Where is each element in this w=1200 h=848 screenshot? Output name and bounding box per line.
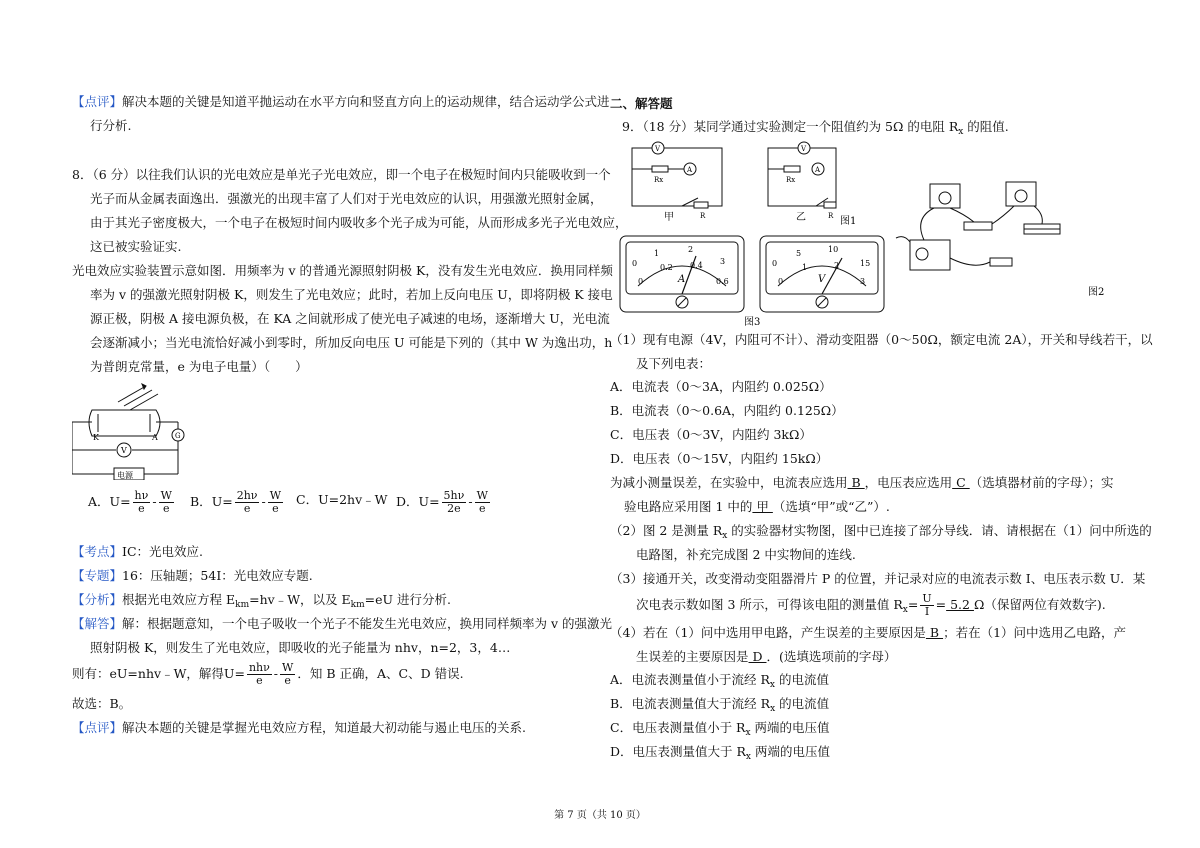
fenxi-text-c: =eU 进行分析. [364,592,452,607]
voltmeter-unit: V [818,274,826,285]
reason-b-sub: x [770,704,776,714]
ammeter-top-2: 2 [688,245,694,254]
result-text-a: 则有：eU=nhv﹣W，解得 [72,666,224,681]
kaodian-tag: 【考点】 [72,544,123,559]
p3b-blank-value: 5.2 [946,597,974,612]
p3b-text-a: 次电表示数如图 3 所示，可得该电阻的测量值 R [636,597,903,612]
q9-reason-d [610,742,830,767]
option-b-minus: - [261,494,266,509]
voltmeter-tick-3: 3 [860,277,866,286]
fig1-yi-voltmeter: V [801,145,807,153]
option-b-frac2 [268,490,283,515]
option-a-den2: e [162,502,170,515]
option-d-num2: W [476,489,488,502]
option-a-frac1 [133,490,151,515]
reason-d-tail: 两端的电压值 [751,744,830,759]
voltmeter-tick-0: 0 [778,277,784,286]
fenxi-line [72,590,451,615]
q9-p3: （3）接通开关，改变滑动变阻器滑片 P 的位置，并记录对应的电流表示数 I、电压表示数 U．某 [610,571,1146,586]
q8-option-b [190,490,285,515]
anode-label: A [152,433,158,442]
option-b-label: B． [190,494,212,509]
reason-c-sub: x [745,728,751,738]
result-prefix: U= [223,666,245,681]
option-b-den1: e [243,502,251,515]
fig1-yi-label: 乙 [796,212,806,223]
voltmeter-symbol: V [121,446,127,455]
q9-ans1b [624,497,890,517]
comment-tag: 【点评】 [72,94,123,109]
result-minus: - [273,666,279,681]
q9-p4 [610,623,1126,643]
p2-text-a: （2）图 2 是测量 R [610,523,723,538]
option-c-label: C． [296,492,319,507]
result-den1: e [256,674,263,687]
comment2-text: 解决本题的关键是掌握光电效应方程，知道最大初动能与遏止电压的关系. [122,720,526,735]
q8-stem-0: 8．（6 分）以往我们认识的光电效应是单光子光电效应，即一个电子在极短时间内只能吸收到一个 [72,167,611,182]
reason-b-tail: 的电流值 [775,696,830,711]
reason-a-tail: 的电流值 [775,672,829,687]
comment2-line [72,718,526,738]
ammeter-top-0: 0 [632,259,638,268]
voltmeter-top-2: 10 [828,245,839,254]
result-frac1 [247,662,272,687]
option-a-num1: hν [134,489,149,502]
comment2-tag: 【点评】 [72,720,123,735]
option-a-label: A． [88,494,110,509]
p4-text-b: ；若在（1）问中选用乙电路，产 [943,625,1127,640]
answer-choice: 故选：B。 [72,696,132,711]
fig1-yi-rx: Rx [786,176,796,184]
q9-choice-a: A．电流表（0～3A，内阻约 0.025Ω） [610,379,832,394]
voltmeter-tick-2: 2 [834,261,840,270]
option-c-text: U=2hv﹣W [318,492,388,507]
q9-stem-sub: x [958,127,964,137]
jieda-text1: 解：根据题意知，一个电子吸收一个光子不能发生光电效应，换用同样频率为 v 的强激光 [122,616,613,631]
q9-stem-a: 9．（18 分）某同学通过实验测定一个阻值约为 5Ω 的电阻 R [622,119,959,134]
cathode-label: K [93,433,99,442]
section-heading: 二、解答题 [610,96,673,111]
page-footer: 第 7 页（共 10 页） [554,810,646,821]
ammeter-top-3: 3 [720,257,726,266]
voltmeter-top-0: 0 [772,259,778,268]
p3b-frac [920,593,933,618]
q8-option-c [296,490,388,510]
q9-p1-0: （1）现有电源（4V，内阻可不计）、滑动变阻器（0～50Ω，额定电流 2A），开关和导线若干，以 [610,332,1153,347]
photoelectric-apparatus-figure [72,380,187,480]
comment-line [72,92,610,112]
ans1b-text-c: （选填“甲”或“乙”）. [772,499,890,514]
p4b-text-a: 生误差的主要原因是 [636,649,749,664]
result-line [72,662,464,687]
option-b-num1: 2hν [236,489,258,502]
result-num1: nhν [248,661,270,674]
fig1-jia-ammeter: A [687,166,693,174]
result-frac2 [280,662,295,687]
q8-body-4: 为普朗克常量，e 为电子电量）（ ） [90,359,308,374]
zhuanti-text: 16：压轴题；54I：光电效应专题. [122,568,313,583]
p4b-blank-2: D [748,649,767,664]
q9-reason-a [610,670,829,695]
fenxi-tag: 【分析】 [72,592,123,607]
reason-d-text: D．电压表测量值大于 R [610,744,746,759]
circuit-diagrams-figure1 [628,140,858,226]
q8-body-1: 率为 v 的强激光照射阴极 K，则发生了光电效应；此时，若加上反向电压 U，即将阴极 K 接电 [90,287,613,302]
p3b-eq: = [907,597,919,612]
comment-text-2: 行分析. [90,118,132,133]
q9-reason-c [610,718,830,743]
fenxi-sub2: km [350,600,365,610]
fig2-label: 图2 [1088,287,1105,298]
p3b-text-c: Ω（保留两位有效数字). [973,597,1106,612]
p2-text-b: 的实验器材实物图，图中已连接了部分导线．请、请根据在（1）问中所选的 [727,523,1152,538]
voltmeter-tick-1: 1 [802,263,808,272]
option-d-label: D． [396,494,419,509]
q9-p1-1: 及下列电表： [636,356,712,371]
option-a-frac2 [159,490,174,515]
p2-sub: x [722,531,728,541]
option-a-den1: e [138,502,145,515]
option-b-prefix: U= [211,494,233,509]
ammeter-unit: A [678,274,686,285]
ans1-blank-voltmeter: C [952,475,970,490]
result-text-b: ．知 B 正确，A、C、D 错误. [297,666,464,681]
option-b-num2: W [269,489,282,502]
ans1-text-b: ，电压表应选用 [864,475,953,490]
q9-p3b [636,593,1106,620]
q9-p4b [636,647,896,667]
option-b-den2: e [272,502,279,515]
result-den2: e [284,674,291,687]
reason-a-sub: x [769,680,775,690]
fig1-jia-rx: Rx [654,176,664,184]
q8-body-2: 源正极，阴极 A 接电源负极，在 KA 之间就形成了使光电子减速的电场，逐渐增大 U，光电流 [90,311,610,326]
option-b-frac1 [235,490,260,515]
fig1-yi-r: R [828,212,834,220]
option-a-prefix: U= [109,494,131,509]
fenxi-text-b: =hv﹣W，以及 E [249,592,351,607]
reason-b-text: B．电流表测量值大于流经 R [610,696,771,711]
q9-choice-b: B．电流表（0～0.6A，内阻约 0.125Ω） [610,403,844,418]
ammeter-tick-1: 0.2 [660,263,673,272]
kaodian-line [72,542,203,562]
fig3-label: 图3 [744,317,761,328]
p3b-sub: x [902,605,908,615]
voltmeter-top-3: 15 [860,259,871,268]
q9-stem-b: 的阻值. [963,119,1009,134]
jieda-tag: 【解答】 [72,616,123,631]
ammeter-tick-3: 0.6 [716,277,729,286]
option-a-num2: W [160,489,172,502]
ans1b-blank-circuit: 甲 [752,499,773,514]
meters-figure3 [616,232,888,328]
zhuanti-tag: 【专题】 [72,568,123,583]
p3b-den: I [924,605,930,618]
jieda-line [72,614,612,634]
p4b-text-c: ．(选填选项前的字母） [766,649,897,664]
q9-choice-d: D．电压表（0～15V，内阻约 15kΩ） [610,451,829,466]
q8-body-3: 会逐渐减小；当光电流恰好减小到零时，所加反向电压 U 可能是下列的（其中 W 为逸出功，h [90,335,613,350]
power-source-label: 电源 [117,471,133,480]
ammeter-tick-2: 0.4 [690,261,703,270]
q8-option-d [396,490,492,515]
reason-c-tail: 两端的电压值 [750,720,830,735]
option-d-den2: e [478,502,486,515]
option-d-den1: 2e [447,502,461,515]
q9-ans1 [610,473,1113,493]
apparatus-figure2 [894,178,1130,300]
option-d-minus: - [468,494,473,509]
q8-stem-1: 光子而从金属表面逸出．强激光的出现丰富了人们对于光电效应的认识，用强激光照射金属， [90,191,603,206]
galvanometer-symbol: G [175,432,181,440]
q9-p2 [610,521,1152,546]
p4-blank-1: B [925,625,944,640]
q9-reason-b [610,694,829,719]
option-d-prefix: U= [418,494,440,509]
comment-text: 解决本题的关键是知道平抛运动在水平方向和竖直方向上的运动规律，结合运动学公式进 [122,94,610,109]
option-d-frac1 [442,490,467,515]
fenxi-text-a: 根据光电效应方程 E [122,592,236,607]
voltmeter-top-1: 5 [796,249,802,258]
p4-text-a: （4）若在（1）问中选用甲电路，产生误差的主要原因是 [610,625,926,640]
q9-choice-c: C．电压表（0～3V，内阻约 3kΩ） [610,427,812,442]
fig1-jia-r: R [700,212,706,220]
result-num2: W [282,661,294,674]
reason-a-text: A．电流表测量值小于流经 R [610,672,770,687]
fig1-yi-ammeter: A [815,166,821,174]
fig1-label: 图1 [840,216,857,226]
q8-stem-3: 这已被实验证实. [90,239,182,254]
jieda-text2: 照射阴极 K，则发生了光电效应，即吸收的光子能量为 nhv，n=2，3，4… [90,640,511,655]
option-d-num1: 5hν [443,489,465,502]
ammeter-tick-0: 0 [638,277,644,286]
q8-stem-2: 由于其光子密度极大，一个电子在极短时间内吸收多个光子成为可能，从而形成多光子光电效应， [90,215,628,230]
q9-stem [622,117,1009,142]
ammeter-top-1: 1 [654,249,660,258]
q8-option-a [88,490,176,515]
p3b-eq2: = [935,597,947,612]
kaodian-text: IC：光电效应. [122,544,203,559]
ans1b-text-a: 验电路应采用图 1 中的 [624,499,753,514]
reason-d-sub: x [745,752,751,762]
zhuanti-line [72,566,313,586]
ans1-text-c: （选填器材前的字母）；实 [969,475,1114,490]
option-a-minus: - [152,494,157,509]
q8-body-0: 光电效应实验装置示意如图．用频率为 v 的普通光源照射阴极 K，没有发生光电效应．换用同样频 [72,263,613,278]
fig1-jia-voltmeter: V [655,145,661,153]
q9-p2b: 电路图，补充完成图 2 中实物间的连线. [636,547,856,562]
fenxi-sub1: km [235,600,250,610]
fig1-jia-label: 甲 [664,212,674,223]
reason-c-text: C．电压表测量值小于 R [610,720,746,735]
p3b-num: U [922,592,932,605]
option-d-frac2 [475,490,490,515]
ans1-text-a: 为减小测量误差，在实验中，电流表应选用 [610,475,848,490]
ans1-blank-ammeter: B [847,475,865,490]
